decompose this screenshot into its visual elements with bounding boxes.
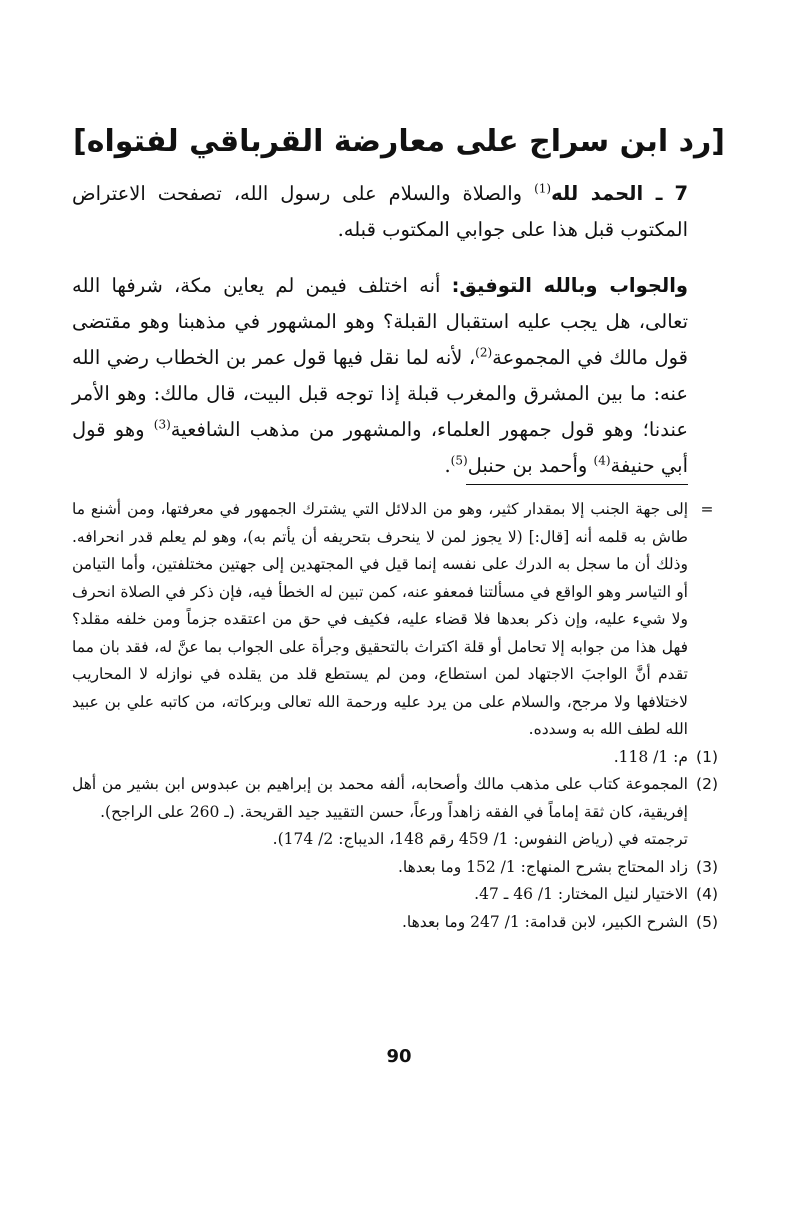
footnote-4 — [72, 881, 726, 909]
section-heading: [رد ابن سراج على معارضة القرباقي لفتواه] — [73, 124, 725, 159]
footnote-ref-2: (2) — [475, 345, 493, 360]
footnote-ref-1: (1) — [534, 181, 552, 196]
footnote-mark: (3) — [696, 857, 718, 876]
answer-text-d: وأحمد بن حنبل — [467, 454, 588, 477]
footnote-ref-5: (5) — [450, 453, 468, 468]
footnote-divider — [466, 484, 688, 485]
page-number: 90 — [386, 1046, 412, 1067]
footnote-ref-4: (4) — [593, 453, 611, 468]
footnote-3 — [72, 854, 726, 882]
footnotes — [72, 496, 726, 936]
footnote-text: الشرح الكبير، لابن قدامة: 1/ 247 وما بعدها. — [401, 912, 688, 931]
paragraph-lead: ـ الحمد لله — [551, 182, 663, 205]
answer-text-e: . — [444, 454, 451, 477]
footnote-5 — [72, 909, 726, 937]
footnote-mark: (5) — [696, 912, 718, 931]
answer-lead: والجواب وبالله التوفيق: — [451, 274, 688, 297]
footnote-2 — [72, 771, 726, 854]
footnote-1 — [72, 744, 726, 772]
footnote-text: زاد المحتاج بشرح المنهاج: 1/ 152 وما بعدها. — [397, 857, 688, 876]
answer-text-a: أنه اختلف فيمن لم يعاين مكة، شرفها الله تعالى، هل يجب عليه استقبال القبلة؟ وهو المشهور في مذهبنا وهو مقتضى قول مالك في المجموعة — [72, 274, 689, 369]
footnote-mark: (2) — [696, 775, 718, 793]
answer-text-b: ، لأنه لما نقل فيها قول عمر بن الخطاب رضي الله عنه: ما بين المشرق والمغرب قبلة إذا توجه قبل البيت، قال مالك: وهو الأمر عندنا؛ وهو قول جمهور العلماء، والمشهور من مذهب الشافعية — [72, 346, 688, 441]
footnote-ref-3: (3) — [153, 417, 171, 432]
paragraph-1 — [72, 176, 688, 248]
paragraph-number: 7 — [674, 182, 689, 205]
paragraph-2 — [72, 268, 688, 484]
footnote-text: م: 1/ 118. — [613, 747, 688, 766]
footnote-mark: (4) — [696, 885, 718, 903]
footnote-text: الاختيار لنيل المختار: 1/ 46 ـ 47. — [474, 885, 688, 903]
paragraph-text: والصلاة والسلام على رسول الله، تصفحت الاعتراض المكتوب قبل هذا على جوابي المكتوب قبله. — [72, 182, 688, 241]
answer-text-c: وهو قول أبي حنيفة — [72, 418, 688, 477]
footnote-text — [72, 771, 688, 854]
footnote-text-line: المجموعة كتاب على مذهب مالك وأصحابه، ألفه محمد بن إبراهيم بن عبدوس ابن بشير من أهل إفريقية، كان ثقة إماماً في الفقه زاهداً ورعاً، حسن التقييد جيد القريحة. (ـ 260 على الراجح). — [72, 775, 688, 821]
continuation-text: إلى جهة الجنب إلا بمقدار كثير، وهو من الدلائل التي يشترك الجمهور في معرفتها، ومن أشنع ما طاش به قلمه أنه [قال:] (لا يجوز لمن لا ينحرف بتحريفه أن يأتم به)، وهو لم يعلم قدر انحرافه. وذلك أن ما سجل به الدرك على نفسه إنما قيل في المجتهدين إلى جهتين مختلفتين، وأما التيامن أو التياسر وهو الواقع في مسألتنا فمعفو عنه، كمن تبين له الخطأ فيه، فإن ذكر في الصلاة انحرف ولا شيء عليه، وإن ذكر بعدها فلا قضاء عليه، فكيف في حق من اعتقده جزماً ومن خلفه مقلد؟ فهل هذا من جوابه إلا تحامل أو قلة اكتراث بالتحقيق وجرأة على الجواب بما عنَّ له، فقد بان مما تقدم أنَّ الواجبَ الاجتهاد لمن استطاع، ومن لم يستطع قلد من يقلده في نوازله لا المحاريب لاختلافها ولا مرجح، والسلام على من يرد عليه ورحمة الله تعالى وبركاته، من كاتبه علي بن عبيد الله لطف الله به وسدده. — [72, 500, 688, 738]
footnote-continuation — [72, 496, 726, 744]
footnote-mark: (1) — [696, 747, 718, 766]
continuation-mark: = — [700, 500, 714, 518]
footnote-text-line: ترجمته في (رياض النفوس: 1/ 459 رقم 148، الديباج: 2/ 174). — [272, 830, 688, 848]
